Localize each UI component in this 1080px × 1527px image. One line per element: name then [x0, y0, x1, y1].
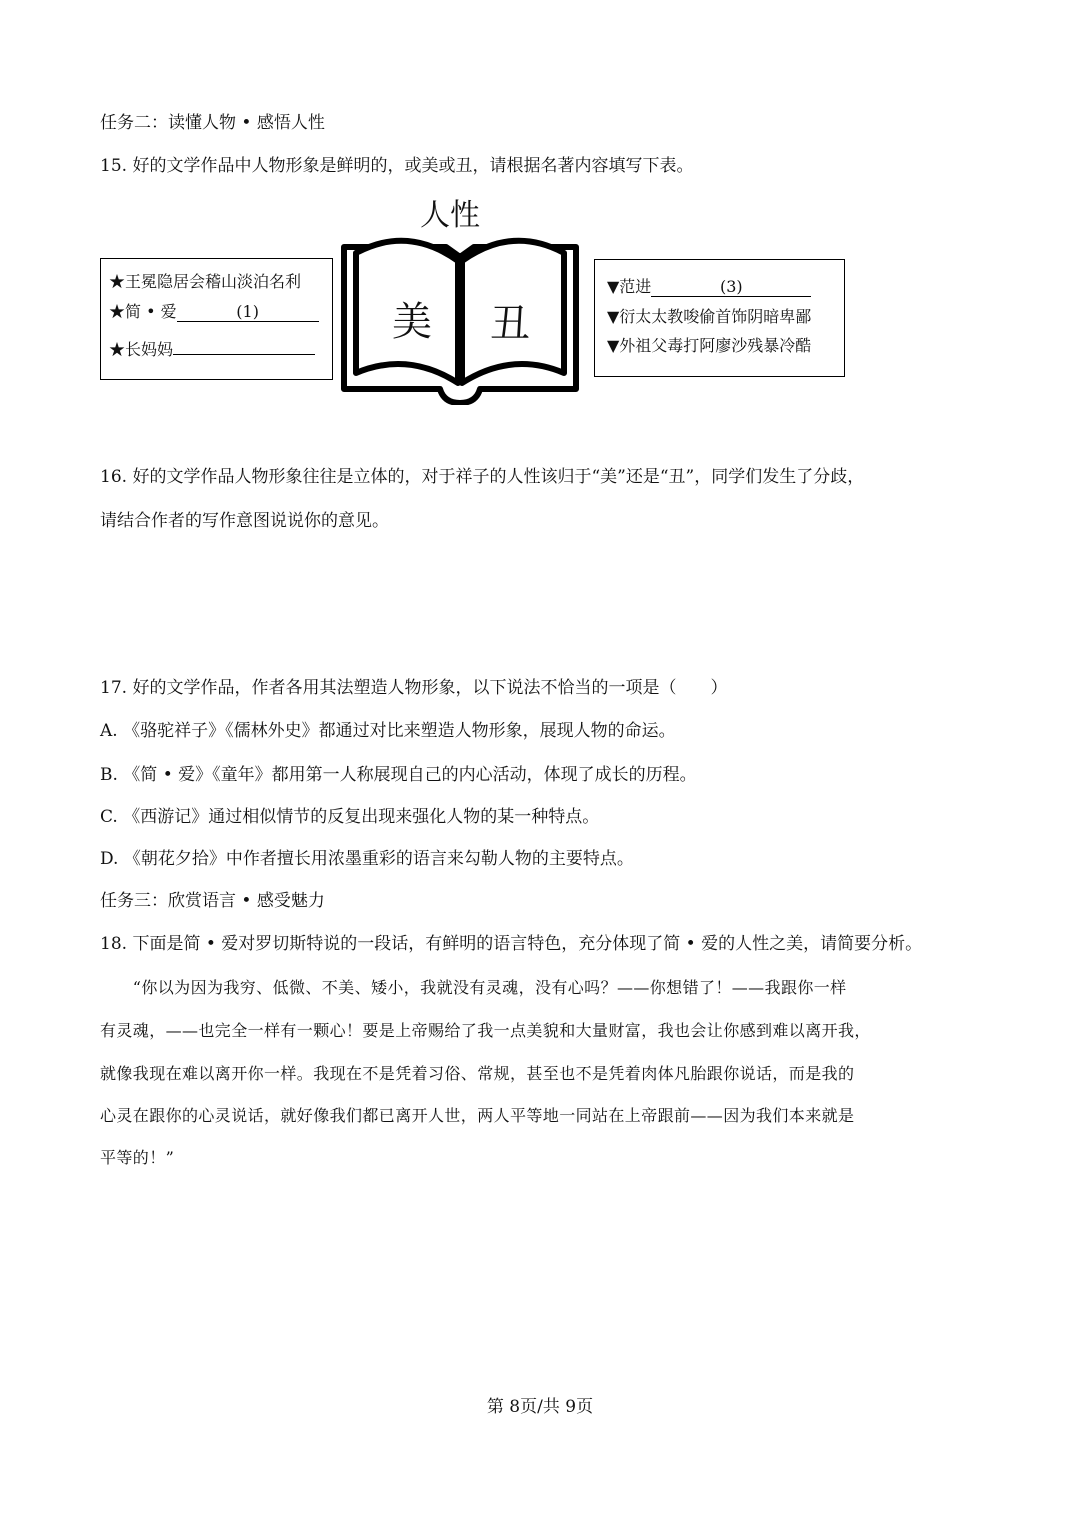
task2-heading: 任务二：读懂人物 • 感悟人性	[100, 113, 325, 133]
option-d[interactable]: D. 《朝花夕拾》中作者擅长用浓墨重彩的语言来勾勒人物的主要特点。	[100, 849, 634, 869]
beauty-item: ★长妈妈	[109, 335, 315, 360]
ugly-item: ▼衍太太教唆偷首饰阴暗卑鄙	[607, 307, 812, 326]
answer-blank-1[interactable]: (1)	[177, 302, 319, 322]
question-18: 18. 下面是简 • 爱对罗切斯特说的一段话，有鲜明的语言特色，充分体现了简 • 爱的人性之美，请简要分析。	[100, 934, 923, 954]
quote-line: 就像我现在难以离开你一样。我现在不是凭着习俗、常规，甚至也不是凭着肉体凡胎跟你说话，而是我的	[100, 1064, 855, 1083]
quote-line: 有灵魂，——也完全一样有一颗心！要是上帝赐给了我一点美貌和大量财富，我也会让你感到难以离开我，	[100, 1021, 871, 1040]
question-15: 15. 好的文学作品中人物形象是鲜明的，或美或丑，请根据名著内容填写下表。	[100, 156, 694, 176]
question-17: 17. 好的文学作品，作者各用其法塑造人物形象，以下说法不恰当的一项是（ ）	[100, 678, 728, 698]
answer-blank-2[interactable]	[173, 335, 315, 355]
quote-line: “你以为因为我穷、低微、不美、矮小，我就没有灵魂，没有心吗？——你想错了！——我跟你一样	[100, 978, 847, 997]
ugly-box	[594, 259, 845, 377]
ugly-label: 丑	[490, 301, 530, 347]
question-16-line1: 16. 好的文学作品人物形象往往是立体的，对于祥子的人性该归于“美”还是“丑”，同学们发生了分歧，	[100, 467, 865, 487]
beauty-item: ★王冕隐居会稽山淡泊名利	[109, 272, 302, 291]
ugly-item: ▼范进 (3)	[607, 274, 811, 297]
option-c[interactable]: C. 《西游记》通过相似情节的反复出现来强化人物的某一种特点。	[100, 807, 600, 827]
diagram-title: 人性	[420, 198, 480, 233]
option-a[interactable]: A. 《骆驼祥子》《儒林外史》都通过对比来塑造人物形象，展现人物的命运。	[100, 721, 676, 741]
option-b[interactable]: B. 《简 • 爱》《童年》都用第一人称展现自己的内心活动，体现了成长的历程。	[100, 765, 697, 785]
beauty-label: 美	[392, 299, 432, 345]
question-16-line2: 请结合作者的写作意图说说你的意见。	[100, 511, 389, 531]
page-number: 第 8页/共 9页	[486, 1397, 594, 1417]
task3-heading: 任务三：欣赏语言 • 感受魅力	[100, 891, 325, 911]
answer-blank-3[interactable]: (3)	[651, 277, 811, 297]
beauty-box	[100, 258, 333, 380]
quote-line: 平等的！”	[100, 1148, 175, 1167]
quote-line: 心灵在跟你的心灵说话，就好像我们都已离开人世，两人平等地一同站在上帝跟前——因为我们本来就是	[100, 1106, 855, 1125]
beauty-item: ★简 • 爱 (1)	[109, 299, 319, 322]
open-book-icon	[338, 233, 582, 405]
ugly-item: ▼外祖父毒打阿廖沙残暴冷酷	[607, 336, 812, 355]
